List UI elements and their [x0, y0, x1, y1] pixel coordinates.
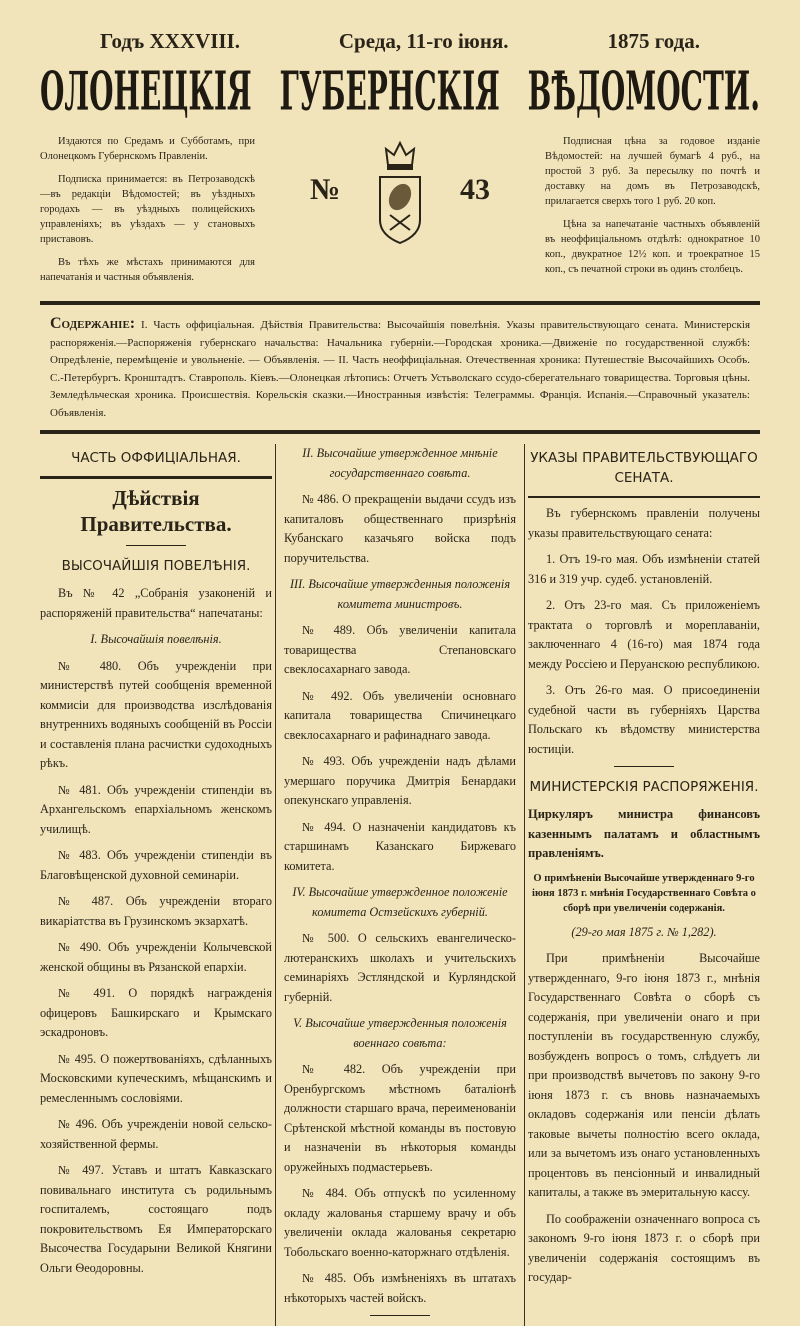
intro-paragraph: Въ № 42 „Собранія узаконеній и распоряженій правительства“ напечатаны: — [40, 586, 272, 620]
info-paragraph: Въ тѣхъ же мѣстахъ принимаются для напечатанія и частныя объявленія. — [40, 257, 255, 283]
columns — [40, 444, 760, 1326]
coat-of-arms-icon — [374, 135, 426, 245]
masthead — [40, 62, 760, 128]
year: 1875 года. — [607, 29, 700, 53]
group-heading: V. Высочайше утвержденныя положенія военнаго совѣта: — [293, 1016, 507, 1050]
list-item: № 483. Объ учрежденіи стипендіи въ Благовѣщенской духовной семинаріи. — [40, 848, 272, 882]
issue-sign: № — [310, 173, 341, 206]
info-paragraph: Цѣна за напечатаніе частныхъ объявленій въ неоффиціальномъ отдѣлѣ: однократное 10 коп., двукратное 12½ коп. и троекратное 15 коп., съ печатной строки въ одинъ столбецъ. — [545, 219, 760, 275]
date-label: Среда, 11-го іюня. — [338, 29, 509, 53]
list-item: 2. Отъ 23-го мая. Съ приложеніемъ трактата о торговлѣ и мореплаваніи, заключеннаго 4 (16-го) мая 1874 года между Россіею и Перуанскою республикою. — [528, 598, 760, 671]
list-item: № 492. Объ увеличеніи основнаго капитала товарищества Спичинецкаго свеклосахарнаго и рафинаднаго завода. — [284, 688, 516, 742]
divider — [126, 545, 186, 546]
circular-date: (29-го мая 1875 г. № 1,282). — [571, 924, 717, 939]
circular-title: Циркуляръ министра финансовъ казеннымъ палатамъ и областнымъ правленіямъ. — [528, 807, 760, 860]
list-item: № 489. Объ увеличеніи капитала товарищества Степановскаго свеклосахарнаго завода. — [284, 623, 516, 676]
divider — [40, 301, 760, 305]
subscription-info — [545, 134, 760, 285]
info-paragraph: Подписная цѣна за годовое изданіе Вѣдомостей: на лучшей бумагѣ 4 руб., на простой 3 руб. За пересылку по почтѣ и доставку на домъ въ Петрозаводскѣ, прилагается сверхъ того 1 руб. 20 коп. — [545, 136, 760, 207]
section-title: Дѣйствія Правительства. — [80, 486, 232, 536]
group-heading: IV. Высочайше утвержденное положеніе комитета Остзейскихъ губерній. — [292, 885, 508, 919]
list-item: № 484. Объ отпускѣ по усиленному окладу жалованья старшему врачу и объ увеличеніи оклада жалованья секретарю Тобольскаго военно-каторжнаго отдѣленія. — [284, 1186, 516, 1259]
issue-emblem — [310, 134, 490, 246]
subsection-title: ВЫСОЧАЙШІЯ ПОВЕЛѢНІЯ. — [61, 558, 251, 574]
info-paragraph: Подписка принимается: въ Петрозаводскѣ—въ редакціи Вѣдомостей; въ уѣздныхъ городахъ — въ уѣздныхъ полицейскихъ управленіяхъ; въ уѣздахъ — у становыхъ приставовъ. — [40, 174, 255, 245]
list-item: № 480. Объ учрежденіи при министерствѣ путей сообщенія временной коммисіи для производства изслѣдованія внутреннихъ водяныхъ сообщеній въ Россіи и составленія плана расчистки судоходныхъ рѣкъ. — [40, 658, 272, 770]
contents-text: I. Часть оффиціальная. Дѣйствія Правительства: Высочайшія повелѣнія. Указы правительствующаго сената. Министерскія распоряженія.—Распоряженія губернскаго начальства: Начальника губерніи.—Городская хроника.—Движеніе по государственной службѣ: Опредѣленіе, перемѣщеніе и увольненіе. — Объявленія. — II. Часть неоффиціальная. Отечественная хроника: Путешествіе Высочайшихъ Особъ. С.-Петербургъ. Кронштадтъ. Ставрополь. Кіевъ.—Олонецкая лѣтопись: Отчетъ Устьволскаго ссудо-сберегательнаго товарищества. Торговыя цѣны. Земледѣльческая хроника. Происшествія. Корельскія сказки.—Иностранныя извѣстія: Телеграммы. Франція. Испанія.—Справочный указатель: Объявленія. — [50, 319, 750, 419]
divider — [370, 1315, 430, 1316]
body-paragraph: По соображеніи означеннаго вопроса съ закономъ 9-го іюня 1873 г. о сборѣ при увеличеніи содержанія состоящимъ въ государ- — [528, 1211, 760, 1284]
divider — [40, 476, 272, 479]
dateline — [100, 28, 700, 54]
column-decrees — [275, 444, 525, 1326]
divider — [528, 496, 760, 498]
group-heading: III. Высочайше утвержденныя положенія комитета министровъ. — [289, 577, 511, 611]
column-official — [40, 444, 272, 1326]
year-label: Годъ XXXVIII. — [100, 29, 240, 53]
list-item: № 496. Объ учрежденіи новой сельско-хозяйственной фермы. — [40, 1117, 272, 1151]
list-item: № 485. Объ измѣненіяхъ въ штатахъ нѣкоторыхъ частей войскъ. — [284, 1271, 516, 1305]
list-item: № 487. Объ учрежденіи втораго викаріатства въ Грузинскомъ экзархатѣ. — [40, 894, 272, 928]
list-item: № 486. О прекращеніи выдачи ссудъ изъ капиталовъ общественнаго призрѣнія Кубанскаго казачьяго войска подъ поручительства. — [284, 492, 516, 565]
list-item: № 497. Уставъ и штатъ Кавказскаго повивальнаго института съ родильнымъ госпиталемъ, состоящаго подъ покровительствомъ Ея Императорскаго Высочества Государыни Великой Княгини Ольги Ѳеодоровны. — [40, 1163, 272, 1275]
column-senate — [528, 444, 760, 1326]
circular-subject: О примѣненіи Высочайше утвержденнаго 9-го іюня 1873 г. мнѣнія Государственнаго Совѣта о сборѣ при увеличеніи содержанія. — [532, 872, 756, 914]
part-title: ЧАСТЬ ОФФИЦІАЛЬНАЯ. — [71, 450, 241, 466]
body-paragraph: При примѣненіи Высочайше утвержденнаго, 9-го іюня 1873 г., мнѣнія Государственнаго Совѣта о сборѣ съ содержанія, при увеличеніи онаго и при поступленіи въ государственную службу, возбужденъ вопросъ о томъ, слѣдуетъ ли при производствѣ вычетовъ по закону 9-го іюня 1873 г. съ вновь назначаемыхъ окладовъ содержанія или пенсіи дѣлать таковые вычеты полностію всего оклада, или за вычетомъ изъ онаго установленныхъ процентовъ въ пенсіонный и инвалидный капиталы, а также въ эмеритальную кассу. — [528, 951, 760, 1199]
intro-paragraph: Въ губернскомъ правленіи получены указы правительствующаго сената: — [528, 506, 760, 540]
list-item: № 500. О сельскихъ евангелическо-лютеранскихъ школахъ и учительскихъ семинаріяхъ Эстляндской и Курляндской губерній. — [284, 931, 516, 1004]
publication-info — [40, 134, 255, 293]
list-item: № 494. О назначеніи кандидатовъ къ старшинамъ Казанскаго Биржеваго комитета. — [284, 819, 516, 873]
list-item: 3. Отъ 26-го мая. О присоединеніи судебной части въ губерніяхъ Царства Польскаго къ вѣдомству министерства юстиціи. — [528, 683, 760, 756]
info-paragraph: Издаются по Средамъ и Субботамъ, при Олонецкомъ Губернскомъ Правленіи. — [40, 136, 255, 162]
list-item: № 482. Объ учрежденіи при Оренбургскомъ мѣстномъ баталіонѣ должности старшаго врача, переименованіи Срѣтенской мѣстной команды въ постовую и назначеніи въ нѣкоторыя команды оружейныхъ подмастерьевъ. — [284, 1062, 516, 1174]
group-heading: II. Высочайше утвержденное мнѣніе государственнаго совѣта. — [302, 446, 498, 480]
list-item: 1. Отъ 19-го мая. Объ измѣненіи статей 316 и 319 учр. судеб. установленій. — [528, 552, 760, 586]
group-heading: I. Высочайшія повелѣнія. — [90, 632, 222, 646]
divider — [614, 766, 674, 767]
section-title: МИНИСТЕРСКІЯ РАСПОРЯЖЕНІЯ. — [529, 779, 759, 795]
issue-number: 43 — [460, 173, 490, 206]
list-item: № 491. О порядкѣ награжденія офицеровъ Башкирскаго и Крымскаго эскадроновъ. — [40, 986, 272, 1039]
section-title: УКАЗЫ ПРАВИТЕЛЬСТВУЮЩАГО СЕНАТА. — [530, 450, 758, 486]
list-item: № 490. Объ учрежденіи Колычевской женской общины въ Рязанской епархіи. — [40, 940, 272, 974]
divider — [40, 430, 760, 434]
info-row — [40, 134, 760, 293]
newspaper-page — [40, 0, 760, 1326]
list-item: № 493. Объ учрежденіи надъ дѣлами умершаго поручика Дмитрія Бенардаки опекунскаго управленія. — [284, 754, 516, 807]
list-item: № 481. Объ учрежденіи стипендіи въ Архангельскомъ епархіальномъ женскомъ училищѣ. — [40, 782, 272, 836]
masthead-title: ОЛОНЕЦКІЯ ГУБЕРНСКІЯ ВѢДОМОСТИ. — [40, 60, 760, 123]
list-item: № 495. О пожертвованіяхъ, сдѣланныхъ Московскими купеческимъ, мѣщанскимъ и ремесленнымъ сословіями. — [40, 1051, 272, 1105]
contents-label: Содержаніе: — [50, 315, 136, 332]
table-of-contents — [40, 315, 760, 422]
